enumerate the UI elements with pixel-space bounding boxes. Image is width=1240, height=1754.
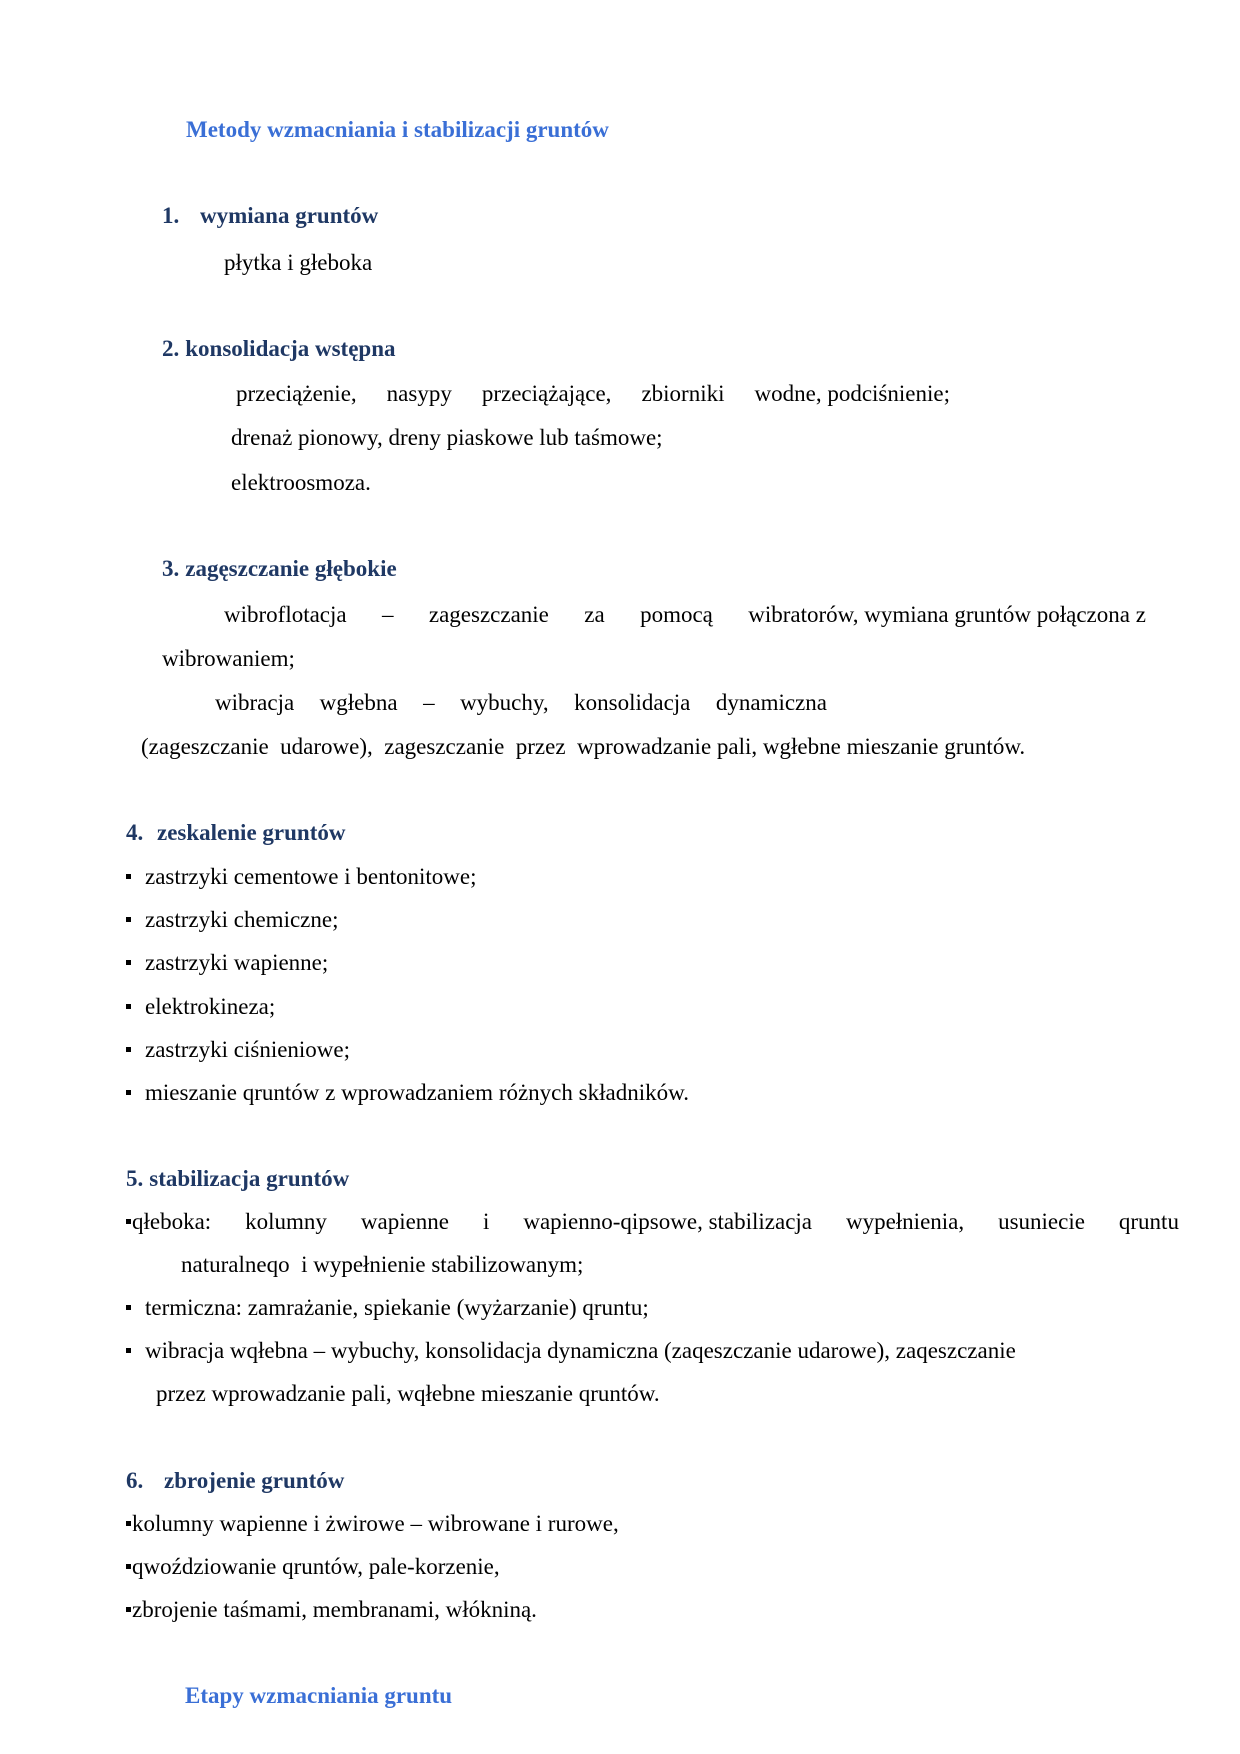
list-item	[126, 949, 328, 977]
section-title: konsolidacja wstępna	[185, 336, 396, 361]
list-item	[126, 1208, 1179, 1236]
list-item-text: qwoździowanie qruntów, pale-korzenie,	[132, 1554, 500, 1579]
text-fragment: wapienne	[360, 1209, 450, 1234]
section-number: 4.	[126, 820, 144, 845]
text-fragment: usuniecie	[998, 1209, 1085, 1234]
section-number: 5.	[126, 1166, 144, 1191]
text-fragment: pomocą	[640, 602, 713, 627]
list-item	[126, 1294, 649, 1322]
section-number: 3.	[162, 556, 180, 581]
text-fragment: –	[423, 690, 435, 715]
list-item-text: zastrzyki wapienne;	[145, 950, 329, 975]
bullet-icon	[126, 1305, 131, 1310]
section-title: zeskalenie gruntów	[157, 820, 346, 845]
section-subtitle: Etapy wzmacniania gruntu	[185, 1683, 453, 1708]
bullet-icon	[126, 1521, 131, 1526]
text-fragment: wodne, podciśnienie;	[754, 381, 950, 406]
list-item-text: mieszanie qruntów z wprowadzaniem różnych składników.	[145, 1080, 689, 1105]
list-item	[126, 1510, 619, 1538]
bullet-icon	[126, 1607, 131, 1612]
list-item-text: kolumny wapienne i żwirowe – wibrowane i rurowe,	[132, 1511, 619, 1536]
bullet-icon	[126, 1348, 131, 1353]
section-title: zbrojenie gruntów	[164, 1468, 345, 1493]
section-number: 1.	[162, 203, 180, 228]
list-item	[126, 906, 338, 934]
text-fragment: nasypy	[386, 381, 452, 406]
list-item-continuation: naturalneqo i wypełnienie stabilizowanym;	[181, 1252, 584, 1277]
list-item-text: zastrzyki ciśnieniowe;	[145, 1037, 351, 1062]
list-item-continuation: przez wprowadzanie pali, wqłebne mieszanie qruntów.	[156, 1381, 660, 1406]
text-fragment: zageszczanie	[428, 602, 549, 627]
list-item	[126, 993, 275, 1021]
bullet-icon	[126, 874, 131, 879]
section-number: 6.	[126, 1468, 144, 1493]
section-3-line-1	[224, 601, 1146, 629]
text-fragment: wypełnienia,	[845, 1209, 965, 1234]
list-item-text: elektrokineza;	[145, 994, 276, 1019]
section-title: stabilizacja gruntów	[149, 1166, 350, 1191]
section-2-heading	[162, 335, 395, 363]
section-2-line-1	[236, 380, 950, 408]
text-fragment: wybuchy,	[460, 690, 549, 715]
text-fragment: i	[482, 1209, 490, 1234]
section-3-line-2: wibrowaniem;	[162, 646, 295, 671]
text-fragment: wibratorów, wymiana gruntów połączona z	[748, 602, 1146, 627]
text-fragment: wibracja	[215, 690, 295, 715]
section-1-heading	[162, 202, 378, 230]
text-fragment: wgłebna	[319, 690, 398, 715]
bullet-icon	[126, 960, 131, 965]
list-item	[126, 1596, 537, 1624]
text-fragment: zbiorniki	[641, 381, 725, 406]
section-2-line-2: drenaż pionowy, dreny piaskowe lub taśmowe;	[231, 425, 663, 450]
bullet-icon	[126, 917, 131, 922]
text-fragment: kolumny	[245, 1209, 327, 1234]
list-item	[126, 1079, 689, 1107]
list-item-text: zastrzyki chemiczne;	[145, 907, 339, 932]
section-3-line-4: (zageszczanie udarowe), zageszczanie przez wprowadzanie pali, wgłebne mieszanie gruntów.	[141, 734, 1026, 759]
text-fragment: dynamiczna	[715, 690, 827, 715]
list-item	[126, 1036, 350, 1064]
text-fragment: qruntu	[1118, 1209, 1179, 1234]
text-fragment: wapienno-qipsowe, stabilizacja	[523, 1209, 813, 1234]
text-fragment: konsolidacja	[574, 690, 691, 715]
bullet-icon	[126, 1047, 131, 1052]
list-item-text: wibracja wqłebna – wybuchy, konsolidacja dynamiczna (zaqeszczanie udarowe), zaqeszczanie	[145, 1338, 1016, 1363]
bullet-icon	[126, 1004, 131, 1009]
list-item	[126, 1553, 500, 1581]
text-fragment: za	[584, 602, 605, 627]
bullet-icon	[126, 1090, 131, 1095]
section-5-heading	[126, 1165, 349, 1193]
text-fragment: przeciążające,	[481, 381, 612, 406]
section-6-heading	[126, 1467, 344, 1495]
text-fragment: przeciążenie,	[236, 381, 357, 406]
bullet-icon	[126, 1564, 131, 1569]
list-item-text: termiczna: zamrażanie, spiekanie (wyżarzanie) qruntu;	[145, 1295, 649, 1320]
section-number: 2.	[162, 336, 180, 361]
list-item-text: zastrzyki cementowe i bentonitowe;	[145, 864, 477, 889]
section-3-line-3	[215, 689, 827, 717]
section-2-line-3: elektroosmoza.	[231, 470, 371, 495]
text-fragment: qłeboka:	[132, 1209, 212, 1234]
list-item	[126, 863, 476, 891]
bullet-icon	[126, 1219, 131, 1224]
section-4-heading	[126, 819, 345, 847]
page-title: Metody wzmacniania i stabilizacji gruntów	[186, 117, 609, 142]
section-3-heading	[162, 555, 397, 583]
section-title: wymiana gruntów	[200, 203, 379, 228]
section-title: zagęszczanie głębokie	[185, 556, 397, 581]
list-item	[126, 1337, 1016, 1365]
section-1-text: płytka i głeboka	[224, 250, 373, 275]
list-item-text: zbrojenie taśmami, membranami, włókniną.	[132, 1597, 537, 1622]
text-fragment: wibroflotacja	[224, 602, 347, 627]
text-fragment: –	[382, 602, 394, 627]
